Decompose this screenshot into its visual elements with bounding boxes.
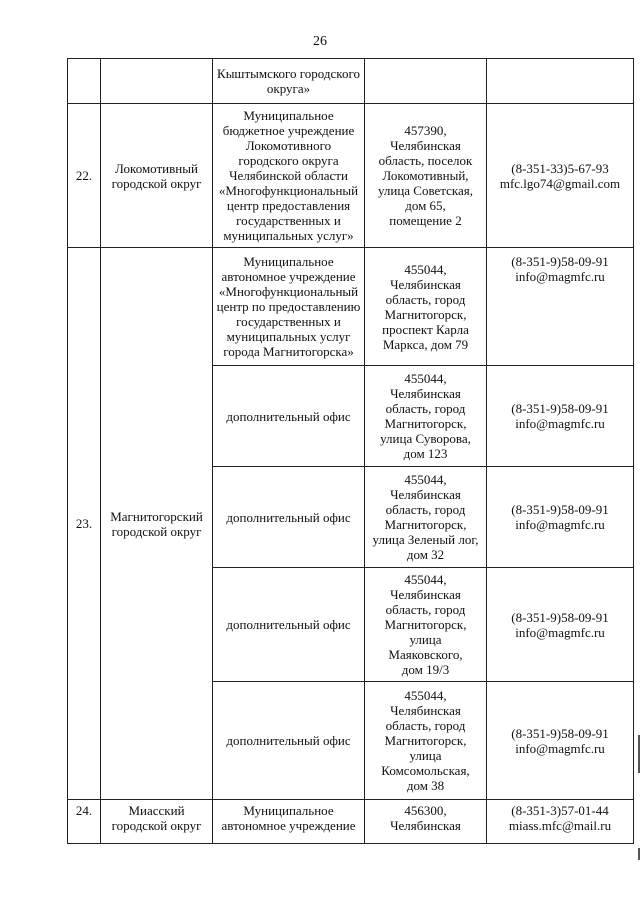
- cell-line: городского округа: [238, 153, 339, 168]
- cell-line: улица: [409, 632, 442, 647]
- cell-line: дополнительный офис: [226, 509, 351, 525]
- contact-cell: [487, 682, 634, 800]
- table-row: [68, 104, 634, 248]
- phone-number: (8-351-9)58-09-91: [511, 254, 609, 269]
- row-number-cell: [68, 59, 101, 104]
- cell-line: дополнительный офис: [226, 733, 351, 748]
- contact-cell: [487, 248, 634, 366]
- cell-line: Магнитогорск,: [384, 517, 467, 532]
- cell-line: Магнитогорск,: [384, 416, 467, 431]
- row-number-cell: 23.: [68, 248, 101, 800]
- table-row: [68, 248, 634, 366]
- cell-line: дом 123: [403, 446, 448, 461]
- organization-cell: [213, 568, 365, 682]
- organization-cell: [213, 59, 365, 104]
- municipality-cell: [101, 104, 213, 248]
- table-row: [68, 800, 634, 844]
- organization-cell: [213, 366, 365, 467]
- cell-line: «Многофункциональный: [218, 183, 359, 198]
- cell-line: область, город: [385, 502, 466, 517]
- cell-line: Миасский: [128, 803, 185, 818]
- cell-line: улица Суворова,: [380, 431, 471, 446]
- municipality-cell: [101, 800, 213, 844]
- cell-line: Магнитогорск,: [384, 617, 467, 632]
- cell-line: Челябинская: [390, 703, 461, 718]
- cell-line: Челябинской области: [229, 168, 348, 183]
- cell-line: помещение 2: [389, 213, 462, 228]
- cell-line: 455044,: [404, 371, 447, 386]
- address-cell: [365, 682, 487, 800]
- address-cell: [365, 467, 487, 568]
- cell-line: дом 65,: [405, 198, 446, 213]
- cell-line: Челябинская: [390, 138, 461, 153]
- cell-line: Муниципальное: [243, 254, 334, 269]
- cell-line: 455044,: [404, 572, 447, 587]
- cell-line: центр по предоставлению: [216, 299, 361, 314]
- cell-line: дом 32: [406, 547, 445, 562]
- municipality-cell: [101, 248, 213, 800]
- page-number: 26: [313, 34, 327, 49]
- cell-line: Челябинская: [390, 818, 461, 833]
- contact-cell: [487, 59, 634, 104]
- address-cell: [365, 800, 487, 844]
- cell-line: муниципальных услуг»: [223, 228, 354, 243]
- email-address: info@magmfc.ru: [515, 740, 605, 756]
- cell-line: 455044,: [404, 688, 447, 703]
- organization-cell: [213, 800, 365, 844]
- table-row: [68, 59, 634, 104]
- cell-line: Комсомольская,: [381, 763, 470, 778]
- email-address: info@magmfc.ru: [515, 517, 605, 532]
- cell-line: 456300,: [404, 803, 447, 818]
- cell-line: городской округ: [111, 818, 202, 833]
- cell-line: 455044,: [404, 261, 447, 277]
- cell-line: дополнительный офис: [226, 617, 351, 632]
- organization-cell: [213, 248, 365, 366]
- address-cell: [365, 568, 487, 682]
- cell-line: автономное учреждение: [221, 269, 356, 284]
- cell-line: «Многофункциональный: [218, 284, 359, 299]
- cell-line: дом 19/3: [401, 662, 450, 677]
- row-number-cell: 22.: [68, 104, 101, 248]
- cell-line: Челябинская: [390, 276, 461, 292]
- cell-line: Магнитогорск,: [384, 733, 467, 748]
- contact-cell: [487, 366, 634, 467]
- cell-line: бюджетное учреждение: [222, 123, 355, 138]
- mfc-table: [67, 58, 634, 844]
- address-cell: [365, 248, 487, 366]
- contact-cell: [487, 467, 634, 568]
- phone-number: (8-351-33)5-67-93: [511, 160, 609, 176]
- cell-line: область, город: [385, 602, 466, 617]
- cell-line: Маркса, дом 79: [382, 336, 469, 352]
- email-address: info@magmfc.ru: [515, 624, 605, 640]
- phone-number: (8-351-9)58-09-91: [511, 401, 609, 416]
- address-cell: [365, 59, 487, 104]
- cell-line: Локомотивного: [245, 138, 332, 153]
- organization-cell: [213, 467, 365, 568]
- cell-line: улица: [409, 748, 442, 763]
- email-address: info@magmfc.ru: [515, 416, 605, 431]
- phone-number: (8-351-9)58-09-91: [511, 502, 609, 517]
- contact-cell: [487, 568, 634, 682]
- email-address: info@magmfc.ru: [515, 269, 605, 284]
- cell-line: область, поселок: [378, 153, 473, 168]
- cell-line: Челябинская: [390, 487, 461, 502]
- cell-line: городской округ: [111, 523, 202, 539]
- cell-line: область, город: [385, 401, 466, 416]
- cell-line: Магнитогорский: [110, 508, 203, 524]
- organization-cell: [213, 682, 365, 800]
- cell-line: область, город: [385, 718, 466, 733]
- cell-line: область, город: [385, 291, 466, 307]
- cell-line: города Магнитогорска»: [223, 344, 354, 359]
- cell-line: 455044,: [404, 472, 447, 487]
- cell-line: проспект Карла: [382, 321, 469, 337]
- cell-line: государственных и: [236, 314, 341, 329]
- phone-number: (8-351-3)57-01-44: [511, 803, 609, 818]
- municipality-cell: [101, 59, 213, 104]
- cell-line: государственных и: [236, 213, 341, 228]
- cell-line: дом 38: [406, 778, 445, 793]
- cell-line: Магнитогорск,: [384, 306, 467, 322]
- cell-line: муниципальных услуг: [226, 329, 351, 344]
- address-cell: [365, 104, 487, 248]
- cell-line: Локомотивный: [115, 160, 198, 176]
- email-address: miass.mfc@mail.ru: [508, 818, 612, 833]
- address-cell: [365, 366, 487, 467]
- cell-line: центр предоставления: [226, 198, 351, 213]
- cell-line: Челябинская: [390, 587, 461, 602]
- cell-line: городской округ: [111, 175, 202, 191]
- cell-line: дополнительный офис: [226, 408, 351, 424]
- cell-line: Муниципальное: [243, 803, 334, 818]
- cell-line: Кыштымского городского: [217, 66, 360, 81]
- cell-line: Маяковского,: [388, 647, 463, 662]
- cell-line: Муниципальное: [243, 108, 334, 123]
- cell-line: 457390,: [404, 123, 447, 138]
- phone-number: (8-351-9)58-09-91: [511, 609, 609, 625]
- cell-line: улица Зеленый лог,: [372, 532, 479, 547]
- organization-cell: [213, 104, 365, 248]
- cell-line: улица Советская,: [377, 183, 474, 198]
- cell-line: Челябинская: [390, 386, 461, 401]
- email-address: mfc.lgo74@gmail.com: [499, 175, 621, 191]
- cell-line: автономное учреждение: [221, 818, 356, 833]
- contact-cell: [487, 800, 634, 844]
- row-number-cell: 24.: [68, 800, 101, 844]
- phone-number: (8-351-9)58-09-91: [511, 725, 609, 741]
- cell-line: округа»: [266, 81, 311, 96]
- contact-cell: [487, 104, 634, 248]
- cell-line: Локомотивный,: [382, 168, 469, 183]
